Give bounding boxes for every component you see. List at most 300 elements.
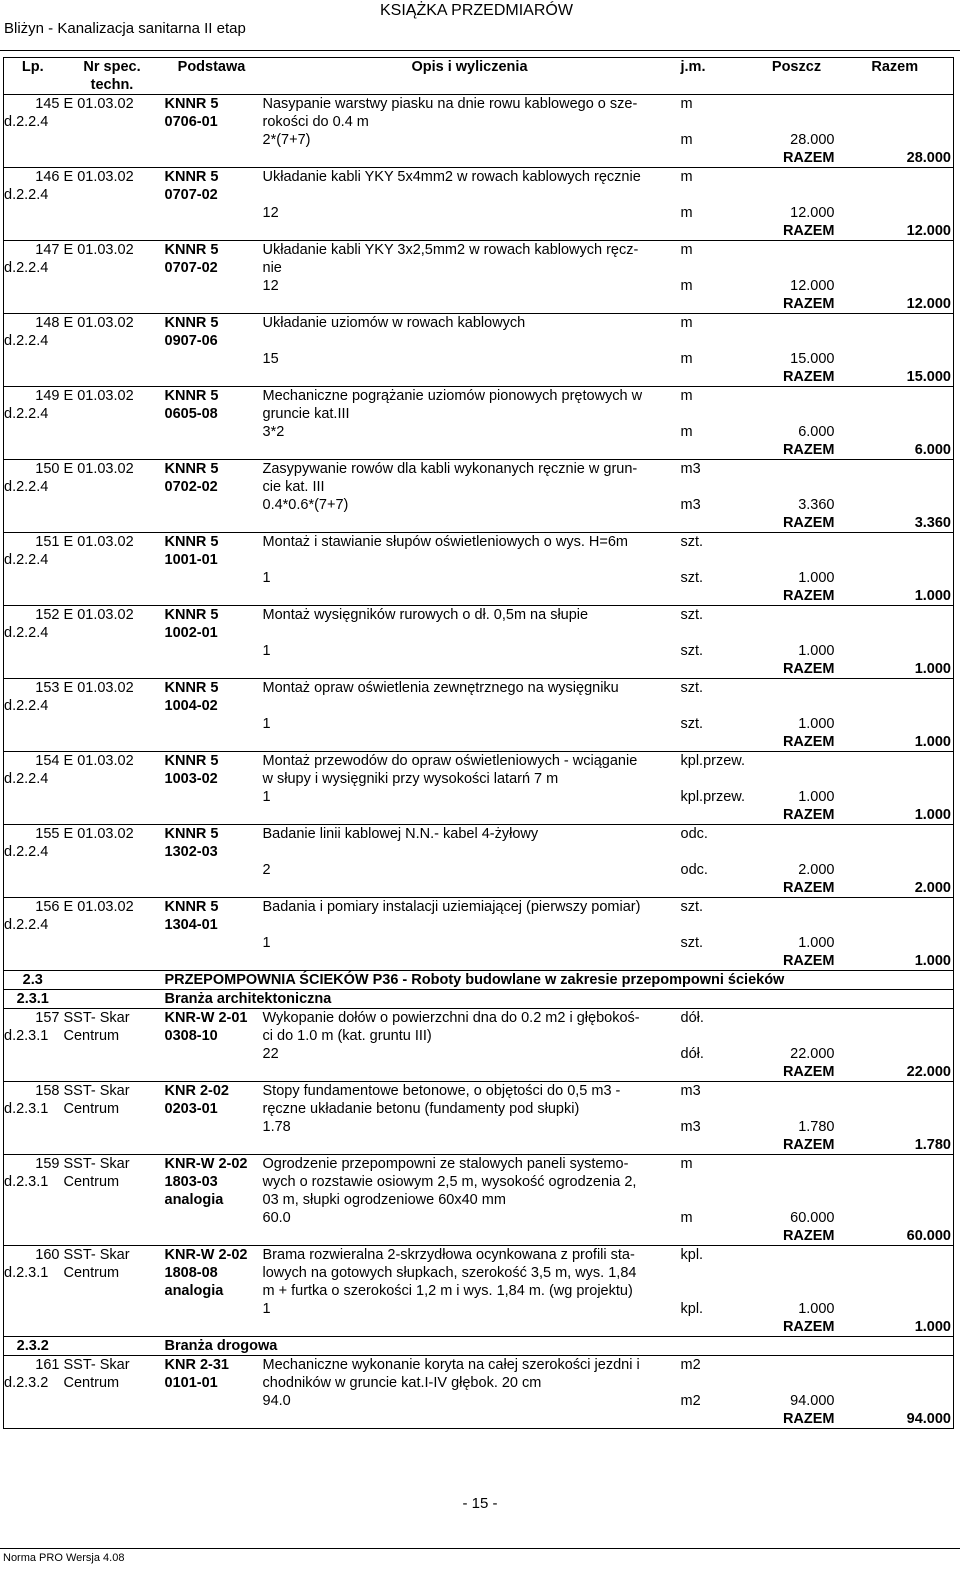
item-row-cont	[4, 569, 954, 587]
item-total-label: RAZEM	[782, 661, 835, 677]
empty-cell	[757, 1009, 837, 1028]
item-basis-note	[163, 788, 261, 806]
empty-cell	[679, 952, 757, 971]
item-row	[4, 460, 954, 479]
empty-cell	[679, 113, 757, 131]
empty-cell	[62, 587, 163, 606]
item-total-label: RAZEM	[782, 1411, 835, 1427]
item-calc-unit: odc.	[680, 862, 708, 878]
item-row-cont	[4, 295, 954, 314]
item-row	[4, 1155, 954, 1174]
item-description-line: Badania i pomiary instalacji uziemiającej (pierwszy pomiar)	[261, 898, 679, 917]
section-title: Branża architektoniczna	[163, 990, 954, 1009]
item-description-line: ci do 1.0 m (kat. gruntu III)	[262, 1028, 432, 1044]
item-basis: KNR 2-02	[163, 1082, 261, 1101]
item-spec: E 01.03.02	[62, 679, 163, 698]
empty-cell	[62, 952, 163, 971]
empty-cell	[757, 1082, 837, 1101]
empty-cell	[4, 788, 62, 806]
item-description-line: Mechaniczne wykonanie koryta na całej szerokości jezdni i	[261, 1356, 679, 1375]
item-total-value: 1.000	[914, 734, 951, 750]
empty-cell	[4, 1209, 62, 1227]
item-calc-unit: kpl.	[680, 1301, 704, 1317]
col-header-lp: Lp.	[21, 59, 44, 75]
item-spec-2	[62, 478, 163, 496]
item-description-line: gruncie kat.III	[262, 406, 350, 422]
empty-cell	[261, 332, 679, 350]
item-basis-note: analogia	[164, 1192, 224, 1208]
empty-cell	[4, 204, 62, 222]
item-number: 151	[4, 533, 62, 552]
item-total-label: RAZEM	[782, 442, 835, 458]
empty-cell	[4, 1063, 62, 1082]
empty-cell	[837, 387, 954, 406]
empty-cell	[62, 423, 163, 441]
item-ref: d.2.2.4	[4, 552, 49, 568]
empty-cell	[757, 332, 837, 350]
item-spec-2	[62, 843, 163, 861]
empty-cell	[757, 1173, 837, 1191]
item-basis-code: 0101-01	[164, 1375, 218, 1391]
empty-cell	[62, 1410, 163, 1429]
item-row-cont	[4, 1136, 954, 1155]
empty-cell	[62, 1136, 163, 1155]
item-description-line: nie	[262, 260, 282, 276]
item-number: 150	[4, 460, 62, 479]
col-header-jm: j.m.	[680, 59, 706, 75]
item-row	[4, 1009, 954, 1028]
item-row-cont	[4, 131, 954, 149]
empty-cell	[261, 806, 679, 825]
item-row	[4, 314, 954, 333]
item-description-line: Układanie kabli YKY 3x2,5mm2 w rowach kablowych ręcz-	[261, 241, 679, 260]
empty-cell	[163, 1410, 261, 1429]
empty-cell	[837, 332, 954, 350]
empty-cell	[679, 587, 757, 606]
empty-cell	[679, 697, 757, 715]
item-ref: d.2.2.4	[4, 406, 49, 422]
empty-cell	[4, 569, 62, 587]
item-basis-code: 0707-02	[164, 187, 218, 203]
item-unit: m	[679, 241, 757, 260]
item-spec: SST- Skar	[62, 1155, 163, 1174]
item-description-line: m + furtka o szerokości 1,2 m i wys. 1,84 m. (wg projektu)	[262, 1283, 633, 1299]
empty-cell	[261, 624, 679, 642]
empty-cell	[837, 1374, 954, 1392]
item-row-cont	[4, 350, 954, 368]
empty-cell	[757, 551, 837, 569]
empty-cell	[163, 587, 261, 606]
item-row-cont	[4, 587, 954, 606]
item-calc-unit: m3	[680, 1119, 701, 1135]
empty-cell	[163, 660, 261, 679]
item-spec: E 01.03.02	[62, 752, 163, 771]
item-basis-note	[163, 642, 261, 660]
empty-cell	[4, 934, 62, 952]
item-basis-note	[163, 1045, 261, 1063]
empty-cell	[261, 368, 679, 387]
empty-cell	[62, 788, 163, 806]
page-number: - 15 -	[462, 1495, 498, 1512]
item-partial-value: 1.000	[798, 935, 835, 951]
item-spec-2	[62, 332, 163, 350]
empty-cell	[837, 277, 954, 295]
empty-cell	[757, 259, 837, 277]
empty-cell	[163, 514, 261, 533]
item-total-label: RAZEM	[782, 223, 835, 239]
item-row-cont	[4, 1227, 954, 1246]
item-basis-code: 1302-03	[164, 844, 218, 860]
empty-cell	[837, 314, 954, 333]
empty-cell	[4, 1136, 62, 1155]
empty-cell	[679, 806, 757, 825]
empty-cell	[679, 624, 757, 642]
item-spec-2: Centrum	[63, 1101, 120, 1117]
item-row-cont	[4, 478, 954, 496]
empty-cell	[4, 660, 62, 679]
empty-cell	[4, 514, 62, 533]
item-spec: E 01.03.02	[62, 533, 163, 552]
empty-cell	[757, 478, 837, 496]
section-number: 2.3.2	[4, 1337, 62, 1356]
section-row	[4, 990, 954, 1009]
item-number: 146	[4, 168, 62, 187]
item-calculation: 2*(7+7)	[262, 132, 311, 148]
empty-cell	[679, 1136, 757, 1155]
item-row-cont	[4, 332, 954, 350]
empty-cell	[679, 879, 757, 898]
item-basis-note: analogia	[164, 1283, 224, 1299]
item-description-line: Nasypanie warstwy piasku na dnie rowu kablowego o sze-	[261, 95, 679, 114]
empty-cell	[679, 478, 757, 496]
item-basis: KNNR 5	[163, 825, 261, 844]
empty-cell	[837, 131, 954, 149]
item-number: 156	[4, 898, 62, 917]
item-ref: d.2.2.4	[4, 114, 49, 130]
empty-cell	[163, 1300, 261, 1318]
item-basis: KNR-W 2-02	[163, 1155, 261, 1174]
empty-cell	[837, 916, 954, 934]
empty-cell	[837, 1027, 954, 1045]
item-basis: KNR 2-31	[163, 1356, 261, 1375]
item-basis-code: 1808-08	[164, 1265, 218, 1281]
item-calc-unit: m	[680, 351, 693, 367]
item-total-value: 1.000	[914, 807, 951, 823]
item-spec: SST- Skar	[62, 1246, 163, 1265]
empty-cell	[261, 587, 679, 606]
item-calc-unit: kpl.przew.	[680, 789, 745, 805]
item-calculation: 1	[262, 643, 271, 659]
item-description-line: rokości do 0.4 m	[262, 114, 369, 130]
empty-cell	[4, 952, 62, 971]
empty-cell	[261, 1063, 679, 1082]
item-row-cont	[4, 113, 954, 131]
empty-cell	[163, 222, 261, 241]
empty-cell	[4, 131, 62, 149]
item-row-cont	[4, 1264, 954, 1282]
item-total-value: 1.000	[914, 1319, 951, 1335]
empty-cell	[62, 149, 163, 168]
section-title: PRZEPOMPOWNIA ŚCIEKÓW P36 - Roboty budowlane w zakresie przepompowni ścieków	[163, 971, 954, 990]
empty-cell	[837, 551, 954, 569]
empty-cell	[757, 752, 837, 771]
empty-cell	[757, 697, 837, 715]
item-row-cont	[4, 1191, 954, 1209]
empty-cell	[837, 168, 954, 187]
item-total-label: RAZEM	[782, 515, 835, 531]
item-row-cont	[4, 879, 954, 898]
empty-cell	[679, 222, 757, 241]
item-description-line: 03 m, słupki ogrodzeniowe 60x40 mm	[262, 1192, 506, 1208]
item-row	[4, 387, 954, 406]
item-spec: E 01.03.02	[62, 387, 163, 406]
item-ref: d.2.2.4	[4, 260, 49, 276]
empty-cell	[62, 204, 163, 222]
item-ref: d.2.3.1	[4, 1028, 49, 1044]
item-row	[4, 95, 954, 114]
empty-cell	[757, 1282, 837, 1300]
empty-cell	[679, 1374, 757, 1392]
header-divider	[0, 50, 960, 51]
section-row	[4, 971, 954, 990]
item-total-label: RAZEM	[782, 1319, 835, 1335]
item-spec: E 01.03.02	[62, 460, 163, 479]
item-calculation: 1.78	[262, 1119, 291, 1135]
item-basis-note	[163, 569, 261, 587]
item-spec: E 01.03.02	[62, 241, 163, 260]
document-header-title: KSIĄŻKA PRZEDMIARÓW	[380, 2, 573, 19]
empty-cell	[757, 405, 837, 423]
empty-cell	[837, 1300, 954, 1318]
empty-cell	[4, 1191, 62, 1209]
col-header-razem: Razem	[871, 59, 919, 75]
empty-cell	[163, 806, 261, 825]
item-number: 154	[4, 752, 62, 771]
empty-cell	[679, 1173, 757, 1191]
item-row-cont	[4, 733, 954, 752]
item-row-cont	[4, 861, 954, 879]
item-partial-value: 60.000	[790, 1210, 835, 1226]
item-number: 147	[4, 241, 62, 260]
empty-cell	[62, 1045, 163, 1063]
empty-cell	[679, 1191, 757, 1209]
empty-cell	[62, 715, 163, 733]
empty-cell	[679, 295, 757, 314]
item-unit: m3	[679, 1082, 757, 1101]
item-calculation: 1	[262, 716, 271, 732]
empty-cell	[62, 733, 163, 752]
item-spec: E 01.03.02	[62, 314, 163, 333]
empty-cell	[62, 660, 163, 679]
empty-cell	[679, 405, 757, 423]
item-total-value: 1.780	[914, 1137, 951, 1153]
item-basis-code: 0605-08	[164, 406, 218, 422]
item-spec-2	[62, 186, 163, 204]
empty-cell	[4, 1118, 62, 1136]
item-basis: KNNR 5	[163, 679, 261, 698]
empty-cell	[4, 733, 62, 752]
empty-cell	[837, 423, 954, 441]
item-row-cont	[4, 514, 954, 533]
document-header-left: Bliżyn - Kanalizacja sanitarna II etap	[4, 20, 246, 37]
empty-cell	[757, 387, 837, 406]
item-total-label: RAZEM	[782, 1228, 835, 1244]
item-partial-value: 1.000	[798, 643, 835, 659]
item-partial-value: 28.000	[790, 132, 835, 148]
empty-cell	[837, 1045, 954, 1063]
item-total-label: RAZEM	[782, 880, 835, 896]
empty-cell	[679, 843, 757, 861]
empty-cell	[4, 1392, 62, 1410]
item-total-value: 1.000	[914, 588, 951, 604]
empty-cell	[261, 733, 679, 752]
empty-cell	[261, 952, 679, 971]
empty-cell	[261, 551, 679, 569]
item-calc-unit: m	[680, 1210, 693, 1226]
empty-cell	[837, 241, 954, 260]
empty-cell	[837, 843, 954, 861]
item-spec-2	[62, 551, 163, 569]
item-total-value: 1.000	[914, 953, 951, 969]
item-calc-unit: dół.	[680, 1046, 704, 1062]
item-total-label: RAZEM	[782, 588, 835, 604]
item-basis-code: 1004-02	[164, 698, 218, 714]
item-row	[4, 1082, 954, 1101]
empty-cell	[261, 697, 679, 715]
item-total-value: 94.000	[906, 1411, 951, 1427]
item-row	[4, 241, 954, 260]
item-description-line: Brama rozwieralna 2-skrzydłowa ocynkowana z profili sta-	[261, 1246, 679, 1265]
empty-cell	[62, 1063, 163, 1082]
item-basis-note	[163, 204, 261, 222]
empty-cell	[62, 934, 163, 952]
empty-cell	[837, 1209, 954, 1227]
empty-cell	[62, 1227, 163, 1246]
item-row-cont	[4, 1173, 954, 1191]
item-ref: d.2.2.4	[4, 333, 49, 349]
item-ref: d.2.3.1	[4, 1265, 49, 1281]
empty-cell	[679, 1264, 757, 1282]
item-basis-code: 0203-01	[164, 1101, 218, 1117]
empty-cell	[4, 1045, 62, 1063]
empty-cell	[757, 1027, 837, 1045]
item-row-cont	[4, 186, 954, 204]
empty-cell	[4, 496, 62, 514]
item-description-line: Montaż przewodów do opraw oświetleniowych - wciąganie	[261, 752, 679, 771]
empty-cell	[62, 277, 163, 295]
item-total-value: 22.000	[906, 1064, 951, 1080]
empty-cell	[261, 295, 679, 314]
item-basis-note	[163, 861, 261, 879]
empty-cell	[837, 752, 954, 771]
item-number: 155	[4, 825, 62, 844]
empty-cell	[261, 514, 679, 533]
empty-cell	[757, 898, 837, 917]
item-unit: odc.	[679, 825, 757, 844]
empty-cell	[837, 405, 954, 423]
item-row	[4, 1246, 954, 1265]
item-row-cont	[4, 1209, 954, 1227]
empty-cell	[837, 1155, 954, 1174]
empty-cell	[163, 1136, 261, 1155]
item-spec-2	[62, 405, 163, 423]
empty-cell	[4, 1300, 62, 1318]
empty-cell	[837, 478, 954, 496]
empty-cell	[837, 934, 954, 952]
item-spec: E 01.03.02	[62, 898, 163, 917]
item-row-cont	[4, 441, 954, 460]
empty-cell	[4, 879, 62, 898]
empty-cell	[837, 1009, 954, 1028]
item-total-label: RAZEM	[782, 953, 835, 969]
empty-cell	[837, 825, 954, 844]
item-row-cont	[4, 916, 954, 934]
item-row-cont	[4, 697, 954, 715]
item-row-cont	[4, 1063, 954, 1082]
item-number: 158	[4, 1082, 62, 1101]
item-calculation: 3*2	[262, 424, 285, 440]
item-basis-note	[163, 131, 261, 149]
item-basis-note	[163, 1118, 261, 1136]
empty-cell	[679, 1100, 757, 1118]
item-number: 153	[4, 679, 62, 698]
empty-cell	[679, 1027, 757, 1045]
empty-cell	[4, 1282, 62, 1300]
empty-cell	[679, 1063, 757, 1082]
empty-cell	[679, 770, 757, 788]
empty-cell	[62, 350, 163, 368]
item-row-cont	[4, 1392, 954, 1410]
item-spec: SST- Skar	[62, 1356, 163, 1375]
empty-cell	[837, 350, 954, 368]
item-total-value: 28.000	[906, 150, 951, 166]
item-row-cont	[4, 277, 954, 295]
item-basis: KNNR 5	[163, 460, 261, 479]
empty-cell	[261, 1136, 679, 1155]
empty-cell	[261, 441, 679, 460]
empty-cell	[757, 1374, 837, 1392]
footer-divider	[0, 1548, 960, 1549]
empty-cell	[837, 113, 954, 131]
item-row-cont	[4, 423, 954, 441]
item-unit: m	[679, 1155, 757, 1174]
item-total-label: RAZEM	[782, 1137, 835, 1153]
section-spacer	[62, 1337, 163, 1356]
item-partial-value: 12.000	[790, 278, 835, 294]
item-description-line: Wykopanie dołów o powierzchni dna do 0.2 m2 i głębokoś-	[261, 1009, 679, 1028]
item-spec: E 01.03.02	[62, 168, 163, 187]
item-basis-code: 0706-01	[164, 114, 218, 130]
item-total-label: RAZEM	[782, 1064, 835, 1080]
item-description-line: lowych na gotowych słupkach, szerokość 3,5 m, wys. 1,84	[262, 1265, 637, 1281]
item-basis-note	[163, 496, 261, 514]
item-calc-unit: m3	[680, 497, 701, 513]
section-title: Branża drogowa	[163, 1337, 954, 1356]
item-calculation: 0.4*0.6*(7+7)	[262, 497, 349, 513]
item-ref: d.2.2.4	[4, 844, 49, 860]
empty-cell	[4, 423, 62, 441]
col-header-opis: Opis i wyliczenia	[411, 59, 528, 75]
section-number: 2.3.1	[4, 990, 62, 1009]
item-spec-2: Centrum	[63, 1028, 120, 1044]
item-basis: KNNR 5	[163, 606, 261, 625]
item-number: 157	[4, 1009, 62, 1028]
item-basis-note	[163, 715, 261, 733]
item-ref: d.2.2.4	[4, 698, 49, 714]
empty-cell	[4, 149, 62, 168]
empty-cell	[757, 606, 837, 625]
item-row-cont	[4, 715, 954, 733]
